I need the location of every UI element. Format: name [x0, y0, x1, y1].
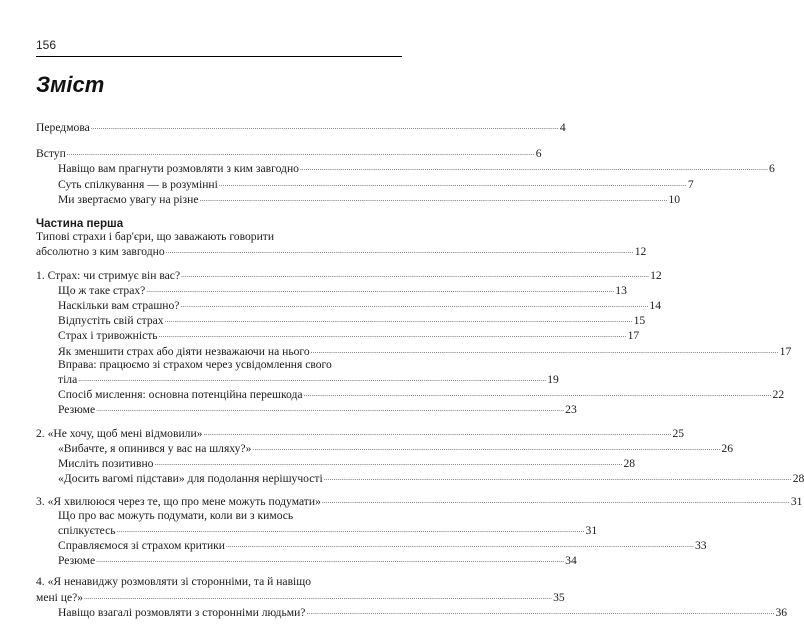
toc-page-number: 12	[634, 245, 647, 259]
dot-leader	[96, 401, 564, 416]
toc-page-number: 31	[790, 495, 803, 509]
page-number: 156	[36, 38, 57, 52]
toc-page-number: 15	[633, 314, 646, 328]
dot-leader	[154, 455, 622, 470]
toc-page-number: 28	[623, 457, 636, 471]
toc-page-number: 35	[553, 590, 565, 604]
toc-page-number: 25	[672, 426, 685, 440]
toc-page-number: 34	[565, 554, 577, 568]
dot-leader	[324, 470, 792, 485]
toc-entry-intro-1	[36, 160, 775, 176]
toc-page-number: 22	[772, 388, 785, 402]
toc-page-number: 28	[792, 472, 804, 486]
dot-leader	[311, 343, 779, 358]
toc-entry-text: Навіщо взагалі розмовляти з сторонніми людьми?	[58, 605, 306, 619]
dot-leader	[165, 312, 633, 327]
toc-page-number: 13	[615, 283, 627, 297]
dot-leader	[322, 493, 790, 508]
toc-page-number: 33	[695, 539, 707, 553]
toc-entry-chapter-1-6	[36, 371, 559, 387]
toc-entry-text: Спосіб мислення: основна потенційна перешкода	[58, 388, 303, 402]
toc-entry-chapter-4	[36, 589, 565, 604]
toc-entry-chapter-3	[36, 493, 803, 509]
page-title: Зміст	[36, 72, 105, 97]
dot-leader	[180, 297, 648, 312]
toc-entry-text: Ми звертаємо увагу на різне	[58, 192, 199, 206]
toc-entry-intro	[36, 145, 542, 161]
part-one-title-line-1: Типові страхи і бар'єри, що заважають говорити	[36, 230, 275, 244]
toc-entry-text: абсолютно з ким завгодно	[36, 245, 165, 259]
toc-entry-text: 2. «Не хочу, щоб мені відмовили»	[36, 426, 203, 440]
dot-leader	[181, 267, 649, 282]
toc-entry-part-one	[36, 243, 647, 259]
toc-entry-text: «Досить вагомі підстави» для подолання нерішучості	[58, 472, 323, 486]
toc-entry-text: 3. «Я хвилююся через те, що про мене можуть подумати»	[36, 495, 321, 509]
toc-entry-chapter-1-8	[36, 401, 577, 417]
toc-entry-chapter-3-1-line-1: Що про вас можуть подумати, коли ви з кимось	[58, 508, 294, 522]
dot-leader	[219, 176, 687, 191]
toc-entry-chapter-3-3	[36, 552, 577, 568]
toc-entry-text: Наскільки вам страшно?	[58, 299, 180, 313]
toc-entry-text: Як зменшити страх або діяти незважаючи на нього	[58, 344, 310, 358]
toc-entry-text: Мисліть позитивно	[58, 457, 154, 471]
dot-leader	[252, 440, 720, 455]
dot-leader	[78, 371, 546, 386]
toc-entry-text: мені це?»	[36, 590, 84, 604]
part-one-label: Частина перша	[36, 217, 124, 231]
toc-page-number: 19	[547, 373, 559, 387]
toc-entry-chapter-4-line-1: 4. «Я ненавиджу розмовляти зі сторонніми, та й навіщо	[36, 575, 312, 589]
toc-page-number: 6	[768, 162, 775, 176]
toc-entry-chapter-1-4	[36, 327, 640, 343]
toc-entry-chapter-2-2	[36, 455, 636, 471]
dot-leader	[199, 191, 667, 206]
toc-entry-chapter-2	[36, 425, 685, 440]
toc-page-number: 31	[585, 523, 598, 537]
toc-entry-preface	[36, 119, 566, 134]
dot-leader	[84, 589, 552, 604]
toc-entry-text: Резюме	[58, 554, 96, 568]
toc-page-number: 4	[559, 121, 566, 134]
dot-leader	[226, 537, 694, 552]
toc-entry-intro-2	[36, 176, 694, 191]
toc-entry-chapter-4-1	[36, 604, 788, 619]
toc-entry-text: «Вибачте, я опинився у вас на шляху?»	[58, 441, 252, 455]
toc-entry-chapter-1-6-line-1: Вправа: працюємо зі страхом через усвідомлення свого	[58, 357, 332, 371]
toc-entry-chapter-1-3	[36, 312, 646, 328]
toc-entry-chapter-1-7	[36, 386, 785, 402]
toc-entry-intro-3	[36, 191, 681, 206]
toc-page-number: 26	[721, 441, 733, 455]
dot-leader	[96, 552, 564, 567]
toc-entry-chapter-1-2	[36, 297, 661, 313]
toc-entry-chapter-3-1	[36, 522, 598, 537]
toc-entry-text: Передмова	[36, 121, 90, 134]
toc-entry-text: Страх і тривожність	[58, 329, 158, 343]
toc-page-number: 36	[775, 605, 788, 619]
dot-leader	[166, 243, 634, 258]
toc-entry-text: 1. Страх: чи стримує він вас?	[36, 268, 181, 282]
dot-leader	[306, 604, 774, 619]
toc-entry-chapter-1-1	[36, 282, 627, 297]
toc-page-number: 7	[687, 177, 694, 191]
toc-page-number: 6	[535, 147, 542, 161]
dot-leader	[304, 386, 772, 401]
toc-entry-chapter-3-2	[36, 537, 707, 553]
table-of-contents	[36, 119, 804, 619]
header-rule	[36, 56, 402, 57]
toc-entry-text: Резюме	[58, 403, 96, 417]
toc-entry-text: Навіщо вам прагнути розмовляти з ким завгодно	[58, 162, 299, 176]
dot-leader	[203, 425, 671, 440]
toc-entry-chapter-2-3	[36, 470, 804, 486]
toc-entry-chapter-1-5	[36, 343, 792, 358]
dot-leader	[67, 145, 535, 160]
dot-leader	[300, 160, 768, 175]
toc-entry-text: Справляємося зі страхом критики	[58, 539, 225, 553]
toc-page-number: 17	[627, 329, 640, 343]
toc-entry-text: Відпустіть свій страх	[58, 314, 164, 328]
toc-page-number: 12	[650, 268, 662, 282]
dot-leader	[91, 119, 559, 134]
dot-leader	[159, 327, 627, 342]
toc-page-number: 23	[565, 403, 577, 417]
dot-leader	[117, 522, 585, 537]
toc-entry-text: Суть спілкування — в розумінні	[58, 177, 218, 191]
toc-entry-text: Що ж таке страх?	[58, 283, 146, 297]
toc-page-number: 14	[649, 299, 661, 313]
toc-page-number: 10	[668, 192, 681, 206]
toc-entry-text: Вступ	[36, 147, 66, 161]
toc-entry-chapter-1	[36, 267, 662, 282]
toc-entry-text: тіла	[58, 373, 78, 387]
toc-entry-chapter-2-1	[36, 440, 733, 455]
dot-leader	[146, 282, 614, 297]
toc-entry-text: спілкуєтесь	[58, 523, 116, 537]
toc-page-number: 17	[779, 344, 792, 358]
